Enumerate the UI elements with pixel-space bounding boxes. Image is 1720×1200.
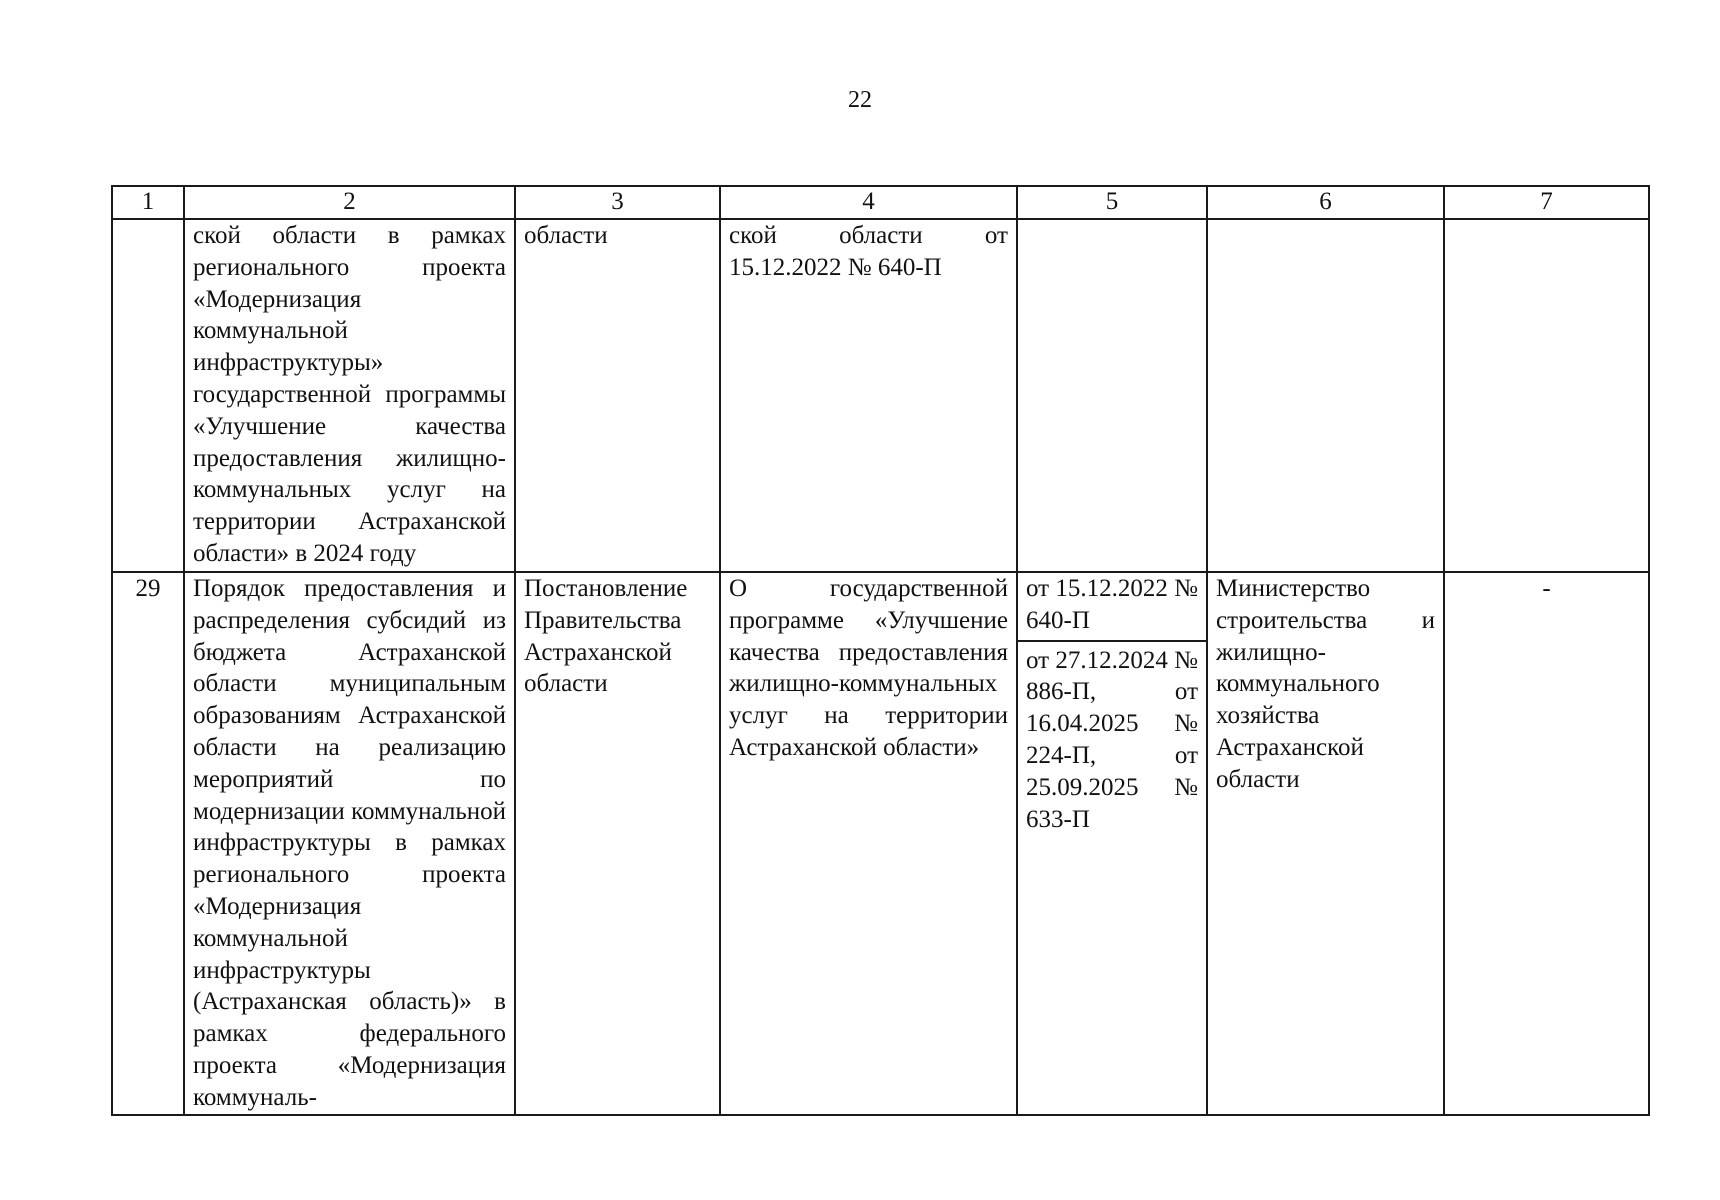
- column-header-1: 1: [112, 186, 184, 219]
- note: -: [1542, 575, 1551, 602]
- act-date: от 15.12.2022 № 640-П: [1018, 573, 1206, 642]
- column-header-3: 3: [515, 186, 720, 219]
- row-number-cell: [112, 572, 184, 1115]
- act-type: Постановление Правительства Астраханской области: [524, 575, 688, 698]
- note-cell: [1444, 572, 1649, 1115]
- amendment-dates: от 27.12.2024 № 886-П, от 16.04.2025 № 224-П, от 25.09.2025 № 633-П: [1026, 646, 1198, 833]
- doc-name-cell: [720, 572, 1017, 1115]
- row-number: 29: [135, 575, 161, 602]
- act-title: Порядок предоставления и распределения субсидий из бюджета Астраханской области муниципальным образованиям Астраханской области на реализацию мероприятий по модернизации коммунальной инфраструктуры в рамках регионального проекта «Модернизация коммунальной инфраструктуры (Астраханская область)» в рамках федерального проекта «Модернизация коммуналь-: [193, 575, 506, 1111]
- doc-type-cell: [515, 572, 720, 1115]
- responsible-cell: [1207, 572, 1444, 1115]
- column-header-7: 7: [1444, 186, 1649, 219]
- title-cell: [184, 219, 515, 572]
- document-table: [111, 185, 1650, 1116]
- doc-type-cell: [515, 219, 720, 572]
- column-header-5: 5: [1017, 186, 1207, 219]
- column-header-2: 2: [184, 186, 515, 219]
- column-header-4: 4: [720, 186, 1017, 219]
- act-name: О государственной программе «Улучшение качества предоставления жилищно-коммунальных услуг на территории Астраханской области»: [729, 575, 1008, 761]
- doc-name-cell: [720, 219, 1017, 572]
- act-name: ской области от 15.12.2022 № 640-П: [729, 222, 1008, 281]
- act-type: области: [524, 222, 608, 249]
- table-header-row: [112, 186, 1649, 219]
- title-cell: [184, 572, 515, 1115]
- date-cell: [1017, 572, 1207, 1115]
- column-header-6: 6: [1207, 186, 1444, 219]
- page-number: 22: [848, 87, 872, 113]
- responsible-cell: [1207, 219, 1444, 572]
- date-cell: [1017, 219, 1207, 572]
- note-cell: [1444, 219, 1649, 572]
- table-row: [112, 572, 1649, 1115]
- table-row-continued: [112, 219, 1649, 572]
- act-title: ской области в рамках регионального проекта «Модернизация коммунальной инфраструктуры» государственной программы «Улучшение качества предоставления жилищно-коммунальных услуг на территории Астраханской области» в 2024 году: [193, 222, 506, 567]
- row-number-cell: [112, 219, 184, 572]
- responsible-body: Министерство строительства и жилищно-коммунального хозяйства Астраханской области: [1216, 575, 1435, 793]
